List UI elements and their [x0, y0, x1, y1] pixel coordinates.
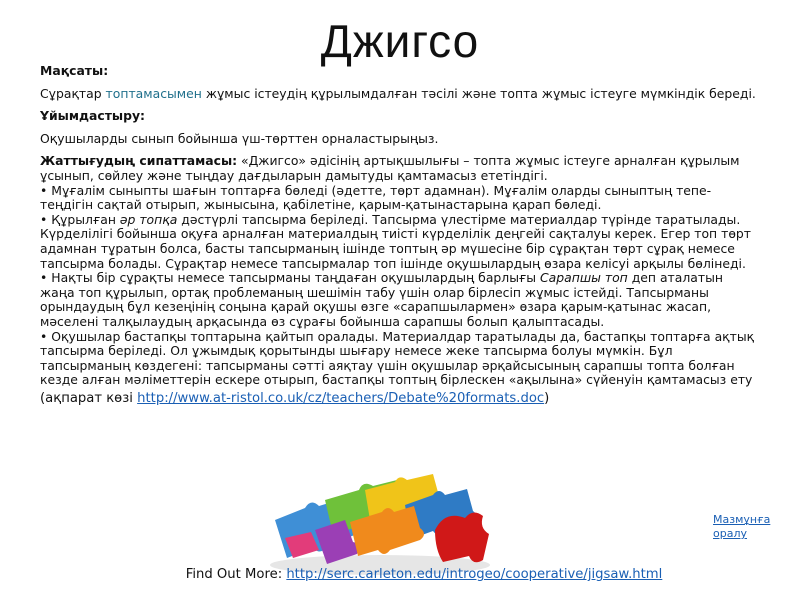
puzzle-piece-icon [275, 474, 489, 564]
organization-text: Оқушыларды сынып бойынша үш-төрттен орналастырыңыз. [40, 130, 439, 146]
organization-heading: Ұйымдастыру: [40, 108, 145, 124]
description-bullet-3-italic: Сарапшы топ [540, 270, 628, 286]
goal-text [40, 87, 760, 102]
description-bullet-2-end: дәстүрлі тапсырма беріледі. Тапсырма үлестірме материалдар түрінде таратылады. Күрделілігі бойынша оқуға арналған материалдың тиісті күрделілік деңгейі сақталуы керек. Егер топ төрт адамнан тұратын болса, басты тапсырманың ішінде топтың әр мүшесіне бір сұрақтан төрт сұрақ немесе тапсырма болады. Сұрақтар немесе тапсырмалар топ ішінде оқушылардың өзара келісуі арқылы бөлінеді. [40, 211, 751, 271]
goal-text-start: Сұрақтар [40, 85, 106, 101]
description-bullet-3-start: • Нақты бір сұрақты немесе тапсырманы таңдаған оқушылардың барлығы [40, 270, 541, 286]
find-out-more-label: Find Out More: [185, 567, 287, 582]
goal-text-end: жұмыс істеудің құрылымдалған тәсілі және топта жұмыс істеуге мүмкіндік береді. [201, 85, 756, 101]
organization-section [40, 109, 760, 146]
slide-title: Джигсо [320, 15, 480, 67]
puzzle-pieces-image [255, 460, 505, 580]
description-bullet-2-start: • Құрылған [40, 211, 120, 227]
slide-body [40, 64, 760, 406]
goal-highlight: топтамасымен [105, 85, 202, 101]
description-bullet-4: • Оқушылар бастапқы топтарына қайтып оралады. Материалдар таратылады да, бастапқы топтарға ақтық тапсырма беріледі. Ол ұжымдық қорытынды шығару немесе жеке тапсырма болуы мүмкін. Бұл тапсырманың көздегені: тапсырманы сәтті аяқтау үшін оқушылар әрқайсысының сарапшы топта болған кезде алған мәліметтерін ескере отырып, бастапқы топтың бірлескен «ақылына» сүйенуін қамтамасыз ету [40, 328, 755, 388]
description-heading: Жаттығудың сипаттамасы: [40, 153, 238, 169]
description-section [40, 154, 760, 388]
find-out-more-line [0, 567, 800, 582]
return-to-contents-link[interactable]: Мазмұнға оралу [713, 513, 771, 540]
description-bullet-2-italic: әр топқа [119, 211, 178, 227]
description-bullet-3-end: деп аталатын жаңа топ құрылып, ортақ проблеманың шешімін табу үшін олар бірлесіп жұмыс істейді. Тапсырманы орындаудың бұл кезеңінің соңына қарай оқушы өзге «сарапшылармен» өзара қарым-қатынас жасап, мәселені талқылаудың арқасында өз сұрағы бойынша сарапшы болып қалыптасады. [40, 270, 723, 329]
source-prefix: (ақпарат көзі [40, 390, 138, 406]
goal-section [40, 64, 760, 101]
description-intro: «Джигсо» әдісінің артықшылығы – топта жұмыс істеуге арналған құрылым ұсынып, сөйлеу және тыңдау дағдыларын дамытуды қамтамасыз ететіндігі. [40, 153, 740, 183]
source-line [40, 392, 760, 407]
find-out-more-link[interactable]: http://serc.carleton.edu/introgeo/cooperative/jigsaw.html [286, 567, 663, 582]
source-link[interactable]: http://www.at-ristol.co.uk/cz/teachers/Debate%20formats.doc [137, 390, 545, 406]
source-suffix: ) [544, 390, 550, 406]
goal-heading: Мақсаты: [40, 63, 109, 78]
description-bullet-1: • Мұғалім сыныпты шағын топтарға бөледі (әдетте, төрт адамнан). Мұғалім оларды сыныптың тепе-теңдігін сақтай отырып, жынысына, қабілетіне, қарым-қатынастарына қарап бөледі. [40, 182, 712, 213]
